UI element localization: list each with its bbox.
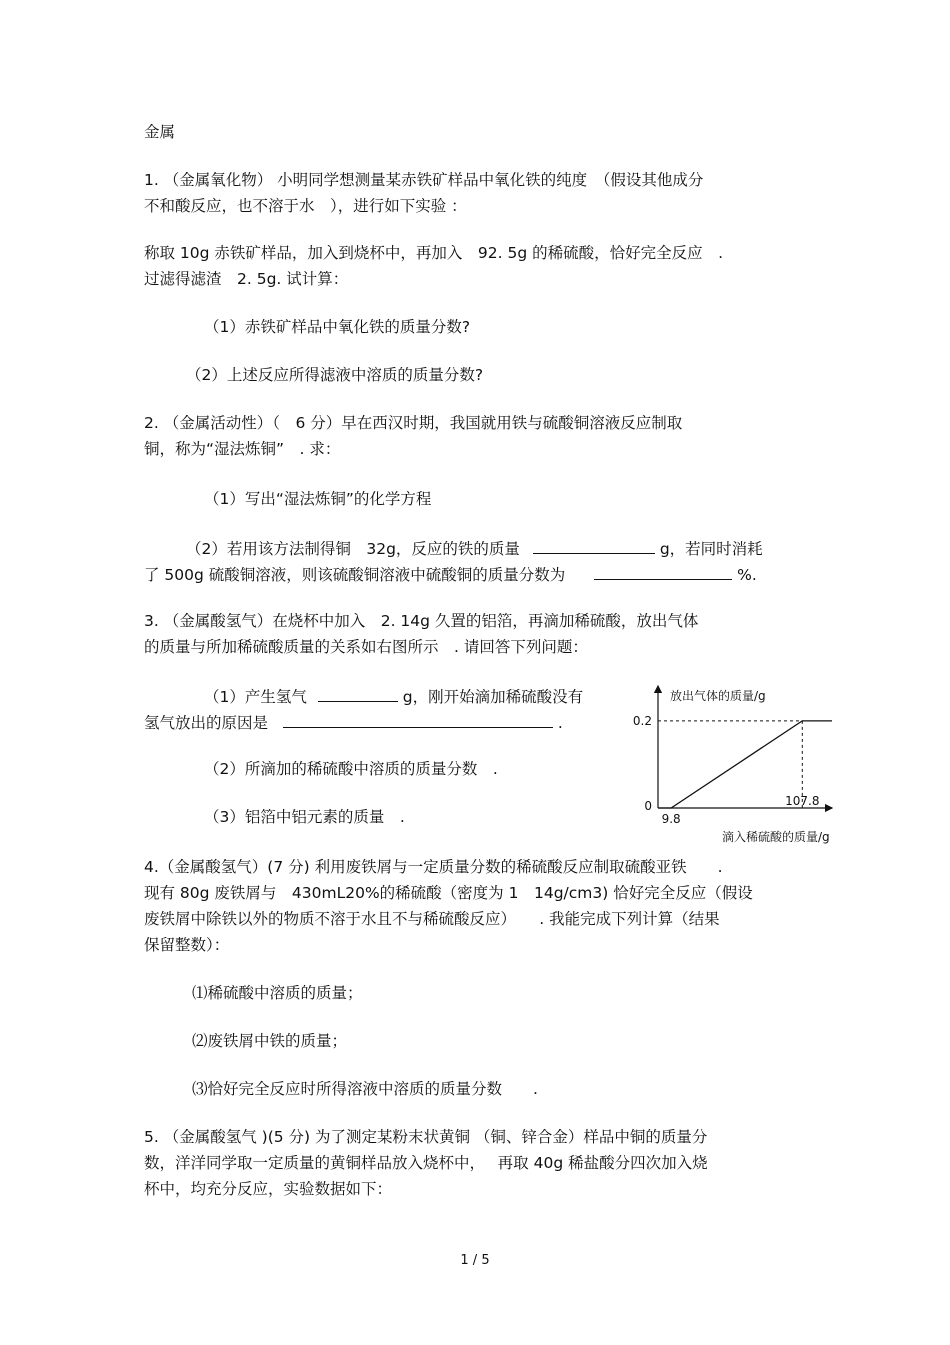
q5-line-2: 数，洋洋同学取一定质量的黄铜样品放入烧杯中， 再取 40g 稀盐酸分四次加入烧 (144, 1154, 708, 1172)
q2-sub-2-text-b: g，若同时消耗 (659, 540, 763, 558)
chart-y-axis-label: 放出气体的质量/g (670, 689, 766, 703)
q4-line-2: 现有 80g 废铁屑与 430mL20%的稀硫酸（密度为 1 14g/cm3) 恰好完全反应（假设 (144, 884, 753, 902)
q2-sub-2-line-2 (144, 563, 757, 585)
q3-sub-1-text-d: . (557, 714, 563, 732)
answer-blank-hydrogen-mass[interactable] (318, 685, 398, 702)
q1-line-4: 过滤得滤渣 2. 5g. 试计算： (144, 270, 349, 288)
q3-sub-1-text-b: g，刚开始滴加稀硫酸没有 (402, 688, 584, 706)
q5-line-1: 5. （金属酸氢气 )(5 分) 为了测定某粉末状黄铜 （铜、锌合金）样品中铜的质量分 (144, 1128, 708, 1146)
q2-sub-2-text-d: %. (737, 566, 757, 584)
chart-y-tick-0.2: 0.2 (632, 713, 652, 728)
q1-line-2: 不和酸反应，也不溶于水 ），进行如下实验 ： (144, 197, 467, 215)
q1-line-1: 1. （金属氧化物） 小明同学想测量某赤铁矿样品中氧化铁的纯度 （假设其他成分 (144, 171, 704, 189)
q4-sub-3: ⑶恰好完全反应时所得溶液中溶质的质量分数 . (192, 1080, 538, 1098)
answer-blank-mass-fraction[interactable] (594, 563, 732, 580)
page-number: 1 / 5 (460, 1253, 490, 1268)
q3-sub-2: （2）所滴加的稀硫酸中溶质的质量分数 . (204, 760, 498, 778)
q4-sub-2: ⑵废铁屑中铁的质量； (192, 1032, 348, 1050)
chart-x-axis-label: 滴入稀硫酸的质量/g (722, 830, 830, 844)
q3-line-2: 的质量与所加稀硫酸质量的关系如右图所示 . 请回答下列问题： (144, 638, 588, 656)
q2-sub-2-text-a: （2）若用该方法制得铜 32g，反应的铁的质量 (186, 540, 520, 558)
q4-line-4: 保留整数）： (144, 936, 230, 954)
chart-x-tick-9.8: 9.8 (661, 812, 681, 826)
q2-line-2: 铜，称为“湿法炼铜” . 求： (144, 440, 341, 458)
answer-blank-reason[interactable] (283, 711, 553, 728)
gas-mass-chart (618, 676, 858, 846)
q2-sub-1: （1）写出“湿法炼铜”的化学方程 (204, 490, 432, 508)
q3-sub-1-line-2 (144, 711, 563, 733)
q1-line-3: 称取 10g 赤铁矿样品，加入到烧杯中，再加入 92. 5g 的稀硫酸，恰好完全反应 . (144, 244, 724, 262)
q1-sub-1: （1）赤铁矿样品中氧化铁的质量分数? (204, 318, 471, 336)
q5-line-3: 杯中，均充分反应，实验数据如下： (144, 1180, 393, 1198)
chart-y-tick-0: 0 (644, 799, 652, 813)
q2-sub-2-line-1 (186, 537, 763, 559)
q2-sub-2-text-c: 了 500g 硫酸铜溶液，则该硫酸铜溶液中硫酸铜的质量分数为 (144, 566, 566, 584)
answer-blank-iron-mass[interactable] (533, 537, 655, 554)
q2-line-1: 2. （金属活动性）（ 6 分）早在西汉时期，我国就用铁与硫酸铜溶液反应制取 (144, 414, 683, 432)
q4-line-1: 4.（金属酸氢气）(7 分) 利用废铁屑与一定质量分数的稀硫酸反应制取硫酸亚铁 . (144, 858, 723, 876)
q3-sub-1-text-a: （1）产生氢气 (204, 688, 307, 706)
q4-line-3: 废铁屑中除铁以外的物质不溶于水且不与稀硫酸反应） . 我能完成下列计算（结果 (144, 910, 720, 928)
q3-line-1: 3. （金属酸氢气）在烧杯中加入 2. 14g 久置的铝箔，再滴加稀硫酸，放出气体 (144, 612, 699, 630)
q4-sub-1: ⑴稀硫酸中溶质的质量； (192, 984, 363, 1002)
chart-x-tick-107.8: 107.8 (785, 794, 820, 808)
q3-sub-1-text-c: 氢气放出的原因是 (144, 714, 269, 732)
q1-sub-2: （2）上述反应所得滤液中溶质的质量分数? (186, 366, 484, 384)
q3-sub-1-line-1 (204, 685, 583, 707)
q3-sub-3: （3）铝箔中铝元素的质量 . (204, 808, 405, 826)
section-title: 金属 (144, 123, 176, 141)
